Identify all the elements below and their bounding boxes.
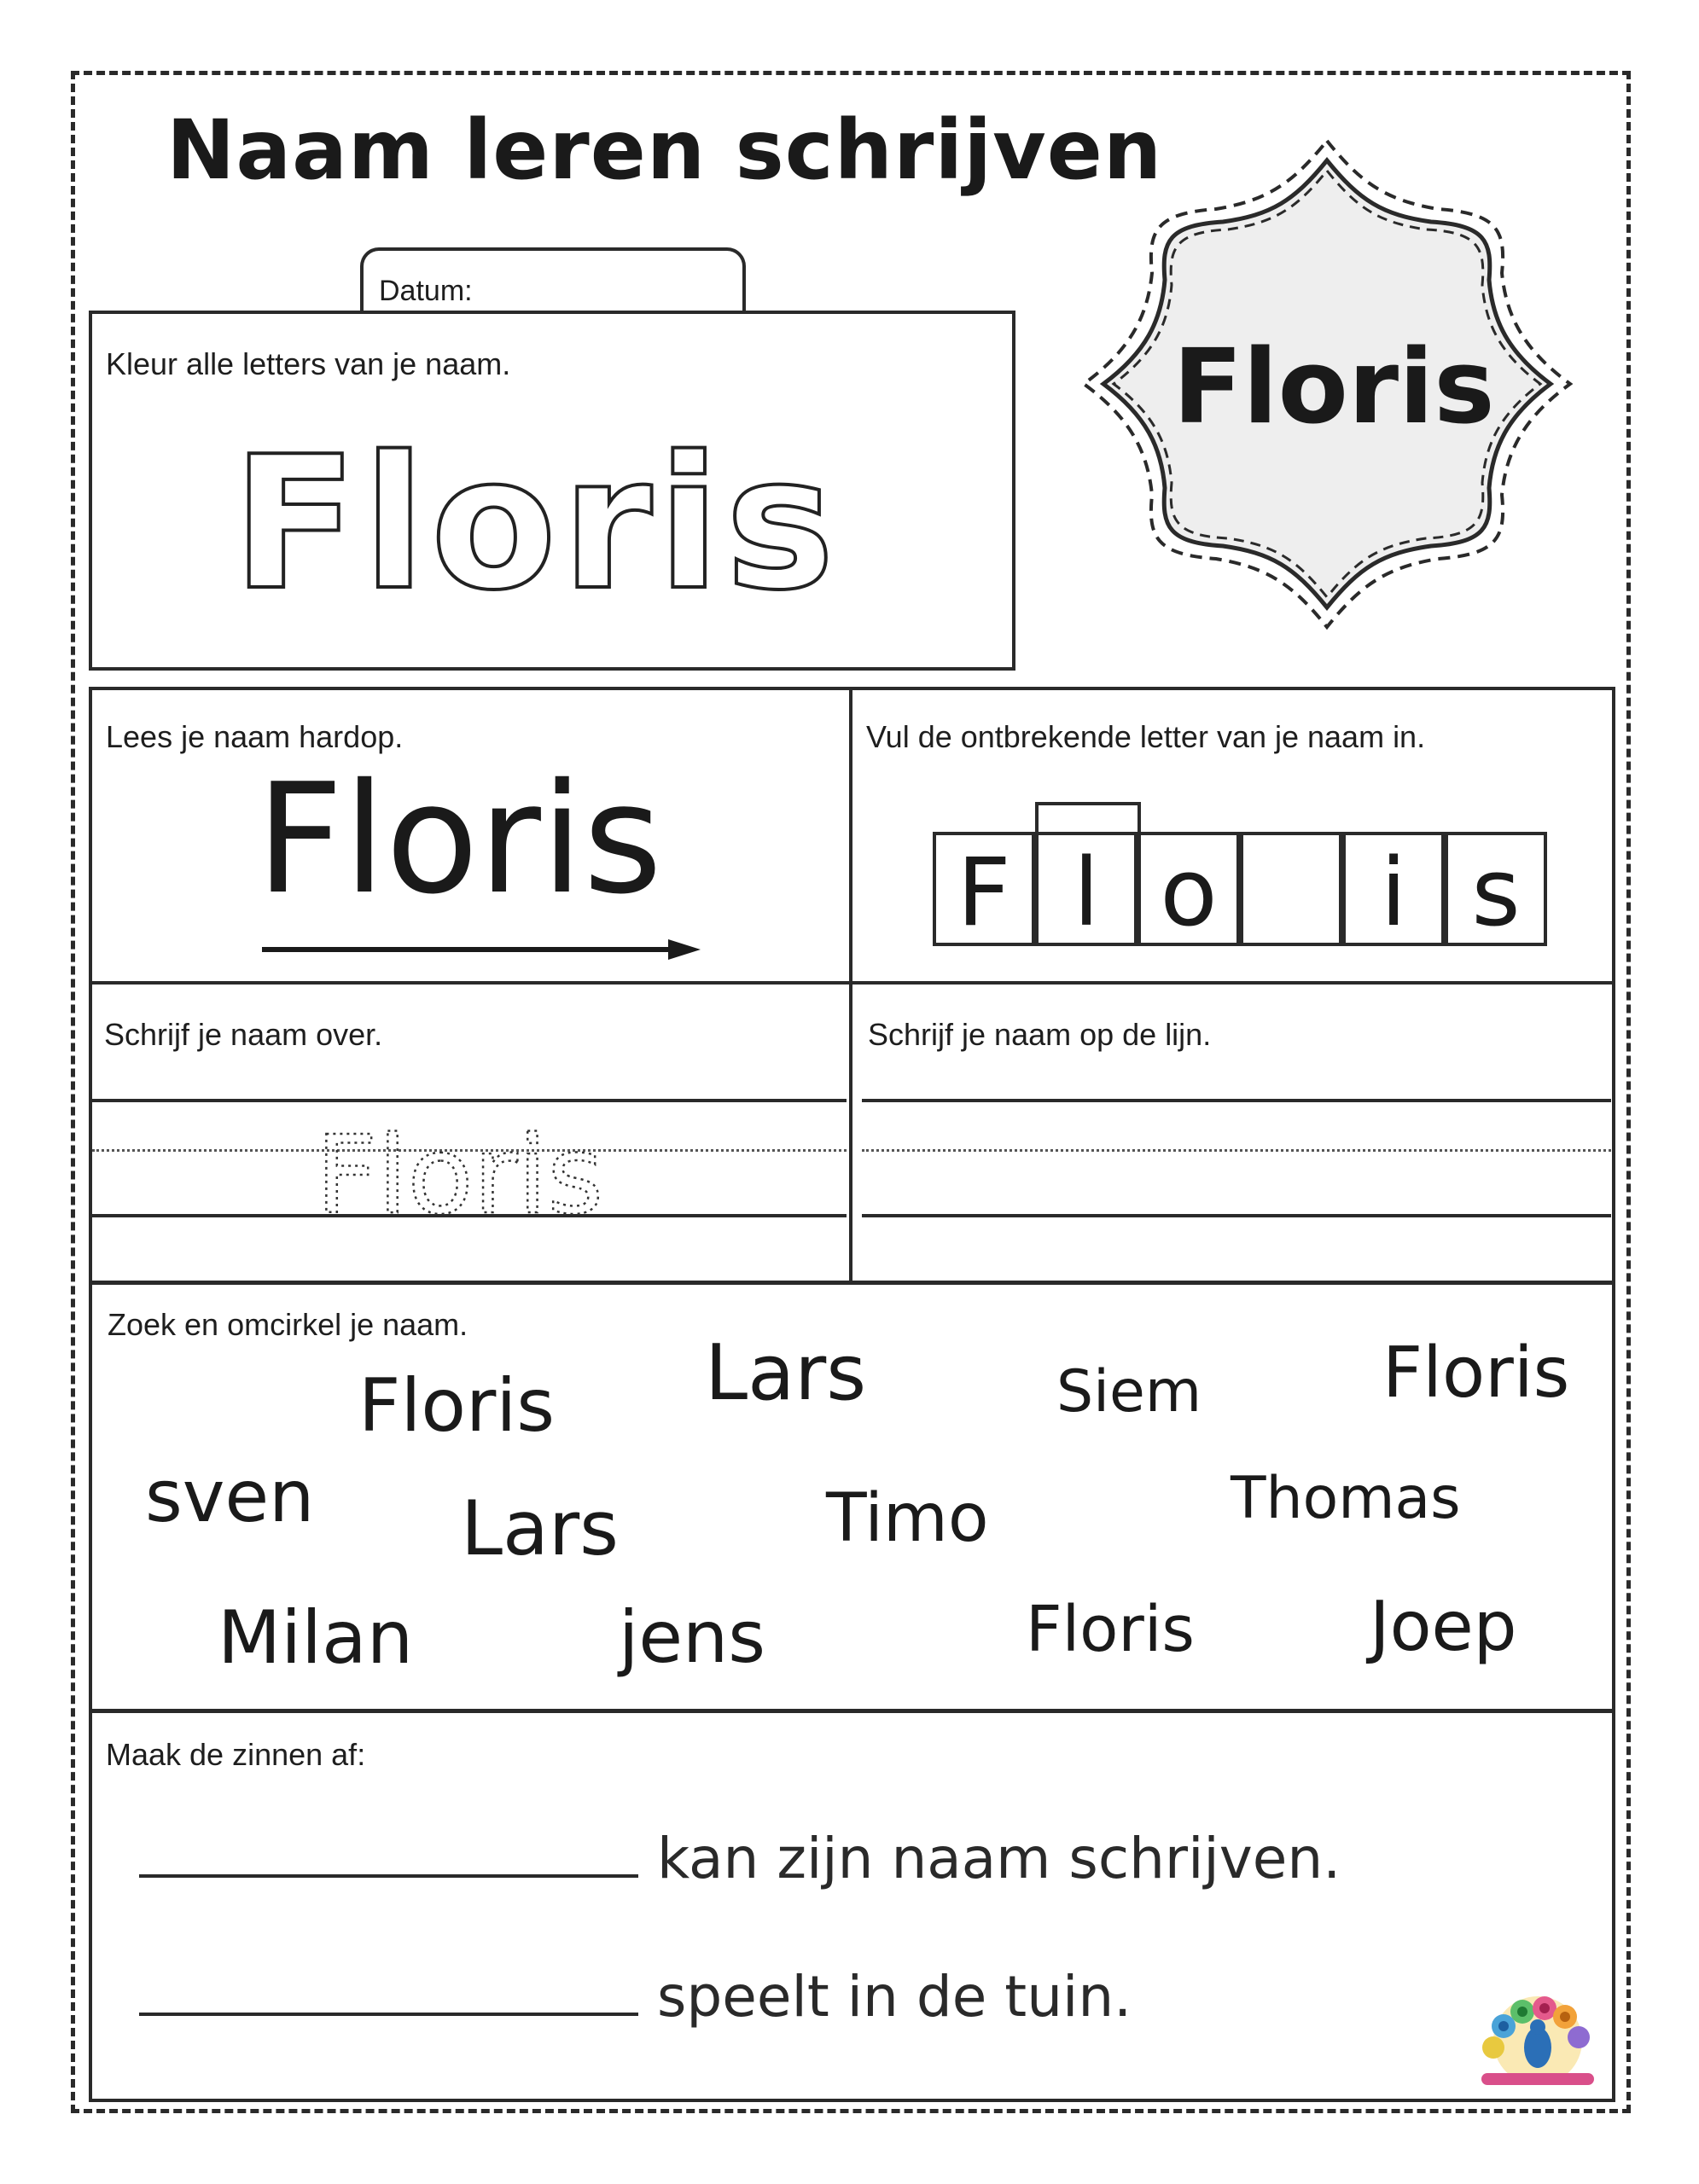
sentences-instruction: Maak de zinnen af: — [106, 1737, 366, 1772]
box-tab-mark — [1035, 802, 1141, 805]
search-word[interactable]: Siem — [1056, 1358, 1202, 1426]
sentences-section — [89, 1710, 1615, 2102]
date-label: Datum: — [379, 275, 473, 307]
sentence-blank-2[interactable] — [139, 1972, 638, 2016]
letter-box: s — [1445, 832, 1547, 946]
color-instruction: Kleur alle letters van je naam. — [106, 346, 511, 381]
worksheet-title: Naam leren schrijven — [166, 102, 1163, 198]
search-word[interactable]: Joep — [1370, 1587, 1517, 1666]
fill-instruction: Vul de ontbrekende letter van je naam in. — [866, 719, 1426, 754]
search-instruction: Zoek en omcirkel je naam. — [108, 1307, 468, 1342]
missing-letter-box[interactable] — [1240, 832, 1342, 946]
box-tab-mark — [1138, 802, 1141, 836]
letter-box: o — [1138, 832, 1240, 946]
grid-divider-horizontal — [89, 981, 1615, 985]
sentence-blank-1[interactable] — [139, 1833, 638, 1878]
sentence-2 — [139, 1964, 1132, 2030]
color-section — [89, 311, 1015, 671]
letter-box: i — [1342, 832, 1445, 946]
write-top-line — [862, 1099, 1611, 1102]
read-instruction: Lees je naam hardop. — [106, 719, 404, 754]
read-arrow-icon — [260, 937, 704, 962]
sentence-text-1: kan zijn naam schrijven. — [657, 1826, 1341, 1891]
letter-box: l — [1035, 832, 1138, 946]
badge-name: Floris — [1172, 328, 1495, 447]
search-word[interactable]: sven — [145, 1455, 315, 1538]
search-word[interactable]: Floris — [1382, 1333, 1570, 1414]
date-field[interactable] — [360, 247, 746, 312]
trace-name[interactable] — [307, 1096, 649, 1220]
sentence-1 — [139, 1826, 1341, 1891]
search-word[interactable]: jens — [619, 1595, 766, 1679]
trace-instruction: Schrijf je naam over. — [104, 1017, 383, 1052]
write-mid-line — [862, 1149, 1611, 1152]
search-word[interactable]: Floris — [358, 1363, 556, 1449]
write-instruction: Schrijf je naam op de lijn. — [868, 1017, 1212, 1052]
letter-box: F — [933, 832, 1035, 946]
search-word[interactable]: Thomas — [1231, 1465, 1461, 1532]
search-word[interactable]: Lars — [705, 1328, 867, 1418]
trace-name-text: Floris — [316, 1112, 604, 1220]
sentence-text-2: speelt in de tuin. — [657, 1964, 1132, 2030]
search-word[interactable]: Timo — [826, 1480, 989, 1557]
peacock-logo-icon — [1469, 1988, 1606, 2090]
grid-divider-vertical — [849, 687, 852, 1284]
write-base-line[interactable] — [862, 1214, 1611, 1217]
box-tab-mark — [1035, 802, 1039, 836]
outline-name-text: Floris — [232, 416, 840, 630]
star-badge — [1050, 107, 1604, 661]
search-word[interactable]: Lars — [461, 1484, 619, 1572]
read-name: Floris — [256, 751, 663, 927]
search-word[interactable]: Floris — [1026, 1593, 1195, 1666]
outline-name[interactable] — [177, 408, 946, 638]
search-word[interactable]: Milan — [218, 1595, 414, 1681]
